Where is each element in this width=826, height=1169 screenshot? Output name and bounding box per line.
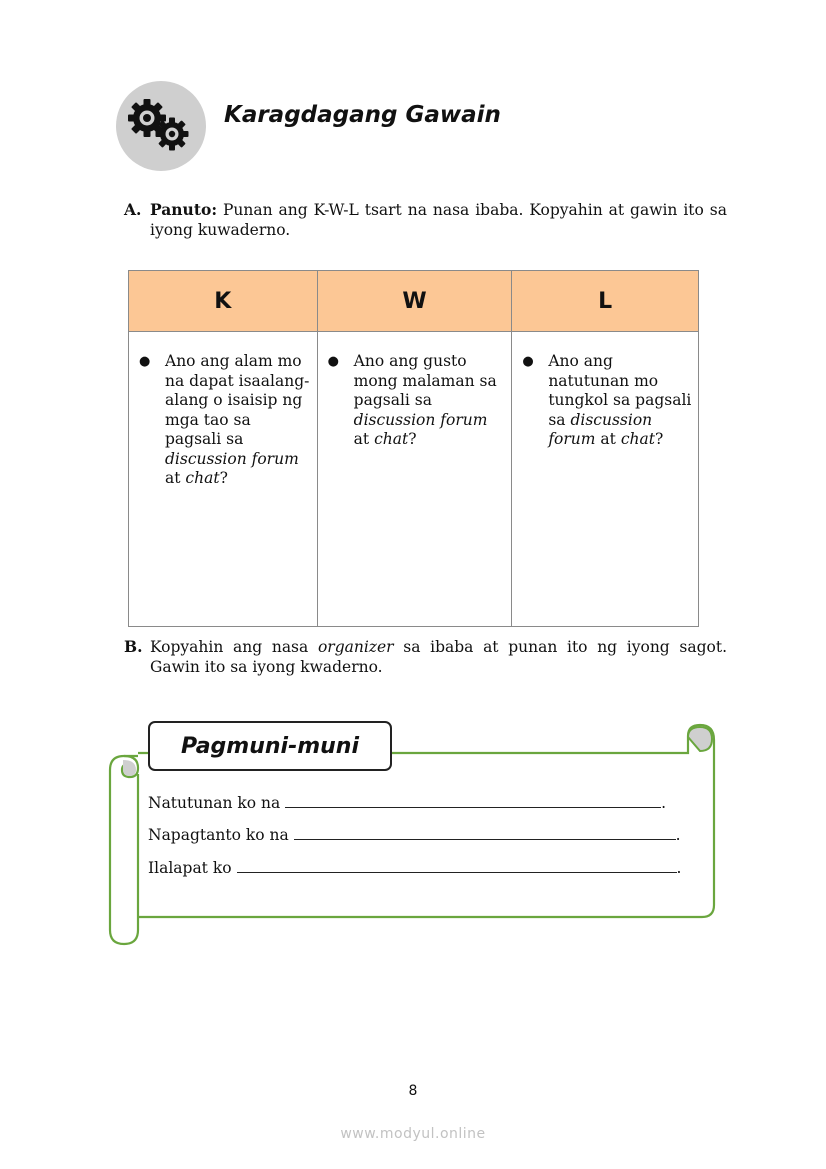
kwl-k-connector: at [165, 469, 181, 487]
reflection-blank-1[interactable] [285, 793, 661, 808]
kwl-k-question: Ano ang alam mo na dapat isaalang-alang o isaisip ng mga tao sa pagsali sa [165, 352, 310, 448]
kwl-l-connector: at [600, 430, 616, 448]
instruction-a-text: Punan ang K-W-L tsart na nasa ibaba. Kopyahin at gawin ito sa iyong kuwaderno. [150, 201, 727, 239]
reflection-blank-2[interactable] [294, 825, 676, 840]
kwl-w-emphasis-2: chat [374, 430, 409, 448]
reflection-line-2 [148, 825, 681, 844]
reflection-title: Pagmuni-muni [148, 721, 392, 771]
kwl-w-connector: at [353, 430, 370, 448]
kwl-l-punct: ? [654, 430, 664, 448]
kwl-l-question: Ano ang natutunan mo tungkol sa pagsali sa [548, 352, 692, 429]
kwl-w-emphasis-1: discussion forum [353, 410, 488, 429]
kwl-k-emphasis-1: discussion forum [165, 449, 299, 468]
kwl-header-k: K [129, 271, 318, 332]
reflection-prompt-1: Natutunan ko na [148, 794, 281, 812]
kwl-w-question: Ano ang gusto mong malaman sa pagsali sa [353, 352, 497, 409]
section-title: Karagdagang Gawain [224, 102, 501, 128]
instruction-b-post: sa ibaba at punan ito ng iyong sagot. Gawin ito sa iyong kwaderno. [150, 638, 728, 676]
kwl-header-w: W [317, 271, 512, 332]
reflection-blank-3[interactable] [237, 858, 677, 873]
bullet-icon: ● [327, 354, 340, 369]
instruction-a-label: Panuto: [150, 200, 218, 219]
kwl-header-l: L [512, 271, 699, 332]
reflection-end-3: . [676, 859, 682, 877]
reflection-prompt-3: Ilalapat ko [148, 859, 232, 877]
watermark: www.modyul.online [340, 1126, 486, 1142]
bullet-icon: ● [139, 354, 151, 369]
bullet-icon: ● [522, 354, 534, 369]
instruction-b-letter: B. [124, 637, 143, 656]
kwl-k-emphasis-2: chat [185, 469, 220, 487]
kwl-w-punct: ? [408, 430, 417, 448]
reflection-prompt-2: Napagtanto ko na [148, 826, 289, 844]
reflection-end-1: . [661, 794, 667, 812]
instruction-b-pre: Kopyahin ang nasa [150, 638, 309, 656]
kwl-k-punct: ? [219, 469, 228, 487]
reflection-line-3 [148, 858, 681, 877]
kwl-l-emphasis-2: chat [620, 430, 655, 448]
page-number: 8 [408, 1083, 418, 1099]
reflection-line-1 [148, 793, 666, 812]
instruction-b-emphasis: organizer [317, 638, 394, 656]
instruction-a-letter: A. [124, 200, 142, 219]
reflection-end-2: . [675, 826, 681, 844]
kwl-l-emphasis-1: discussion forum [548, 410, 653, 448]
